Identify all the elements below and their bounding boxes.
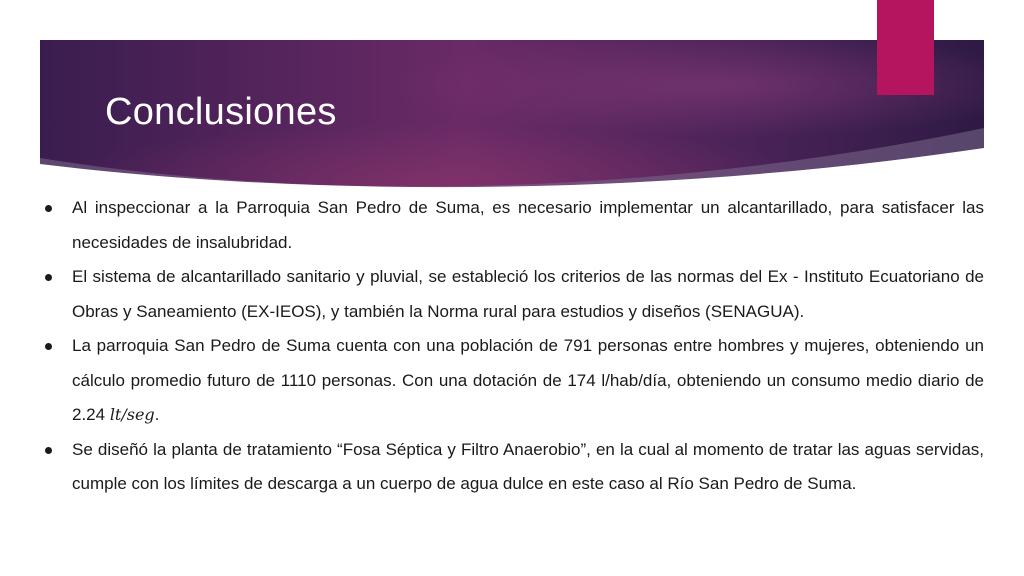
bullet-text: Al inspeccionar a la Parroquia San Pedro de Suma, es necesario implementar un alcantarillado, para satisfacer las necesidades de insalubridad. bbox=[72, 198, 984, 252]
bullet-dot-icon bbox=[45, 274, 52, 281]
bullet-text: La parroquia San Pedro de Suma cuenta con una población de 791 personas entre hombres y mujeres, obteniendo un cálculo promedio futuro de 1110 personas. Con una dotación de 174 l/hab/día, obteniendo un consumo medio diario de 2.24 bbox=[72, 336, 984, 424]
bullet-suffix: . bbox=[154, 405, 160, 424]
bullet-dot-icon bbox=[45, 447, 52, 454]
accent-tab bbox=[877, 0, 934, 95]
bullet-item bbox=[40, 433, 984, 502]
bullet-item bbox=[40, 191, 984, 260]
flow-unit: lt/seg bbox=[109, 405, 155, 424]
bullet-text: El sistema de alcantarillado sanitario y pluvial, se estableció los criterios de las normas del Ex - Instituto Ecuatoriano de Obras y Saneamiento (EX-IEOS), y también la Norma rural para estudios y diseños (SENAGUA). bbox=[72, 267, 984, 321]
bullet-item bbox=[40, 329, 984, 433]
bullet-dot-icon bbox=[45, 343, 52, 350]
slide-title: Conclusiones bbox=[105, 91, 337, 133]
bullet-list bbox=[40, 191, 984, 502]
bullet-text: Se diseñó la planta de tratamiento “Fosa Séptica y Filtro Anaerobio”, en la cual al momento de tratar las aguas servidas, cumple con los límites de descarga a un cuerpo de agua dulce en este caso al Río San Pedro de Suma. bbox=[72, 439, 984, 493]
bullet-dot-icon bbox=[45, 205, 52, 212]
bullet-item bbox=[40, 260, 984, 329]
